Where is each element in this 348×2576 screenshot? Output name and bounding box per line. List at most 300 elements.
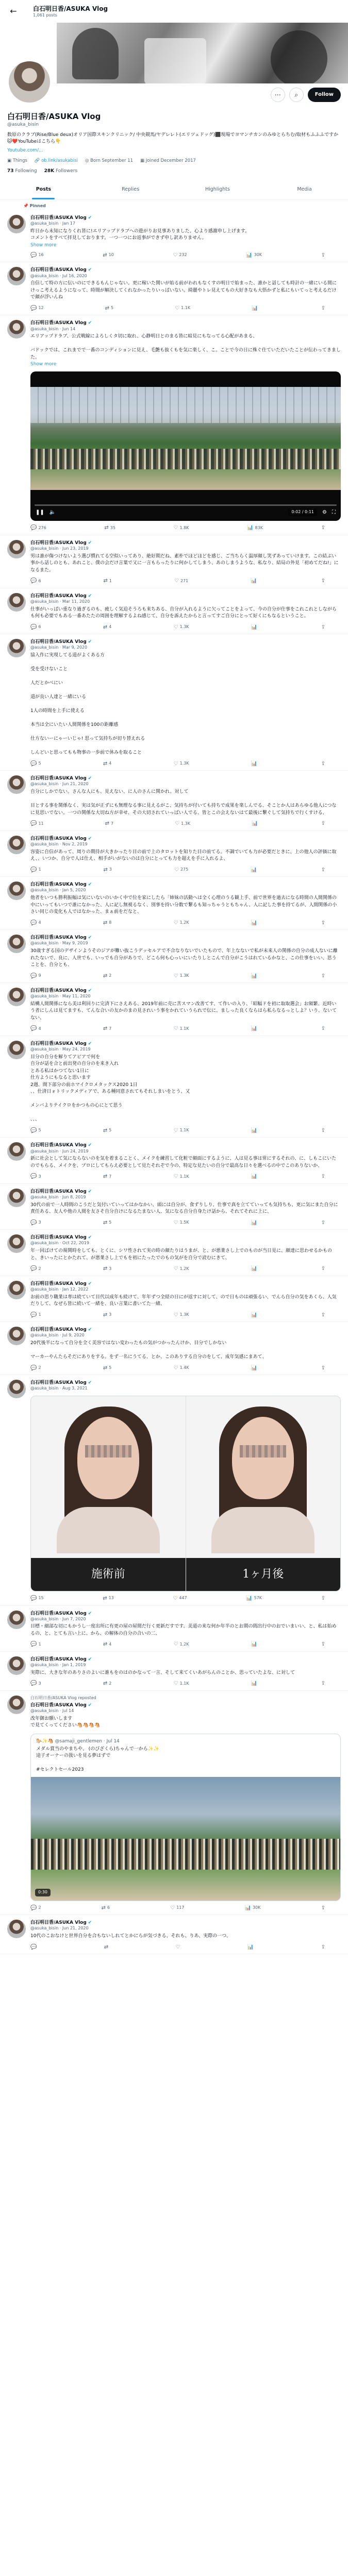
retweet-button[interactable] [103, 252, 114, 259]
tweet[interactable] [0, 1230, 348, 1276]
retweet-icon: ⇄ [103, 920, 108, 926]
heart-button[interactable] [174, 1265, 189, 1273]
reply-button[interactable] [30, 1944, 38, 1951]
tweet-avatar[interactable] [7, 1696, 26, 1714]
reply-icon: 💬 [30, 1026, 37, 1032]
views-icon: 📊 [251, 578, 257, 584]
retweet-button[interactable] [103, 1595, 114, 1602]
profile-banner[interactable] [57, 23, 348, 83]
share-button[interactable] [321, 1219, 325, 1227]
views-button[interactable] [251, 1219, 259, 1227]
tweet-author-name[interactable]: 白石明日香/ASUKA Vlog [30, 1143, 87, 1148]
retweet-button[interactable] [103, 973, 111, 980]
tweet-author-name[interactable]: 白石明日香/ASUKA Vlog [30, 1611, 87, 1616]
tweet-video[interactable] [30, 371, 341, 521]
tweet-avatar[interactable] [7, 1920, 26, 1938]
tweet[interactable] [0, 1138, 348, 1183]
views-button[interactable] [251, 1312, 259, 1319]
share-button[interactable] [321, 252, 325, 259]
tweet-avatar[interactable] [7, 988, 26, 1006]
verified-icon: ✔ [86, 593, 92, 599]
retweet-button[interactable] [103, 760, 111, 768]
views-button[interactable] [251, 760, 259, 768]
tweet-author-name[interactable]: 白石明日香/ASUKA Vlog [30, 935, 87, 941]
share-button[interactable] [321, 1127, 325, 1134]
verified-icon: ✔ [86, 935, 92, 941]
tweet[interactable] [0, 1184, 348, 1230]
volume-icon[interactable]: 🔈 [49, 509, 56, 515]
heart-button[interactable] [174, 1312, 189, 1319]
retweet-count: 13 [108, 1596, 114, 1601]
retweet-icon: ⇄ [103, 867, 108, 873]
views-button[interactable] [245, 1905, 261, 1912]
tweet-author-name[interactable]: 白石明日香/ASUKA Vlog [30, 1380, 87, 1386]
share-icon: ⇪ [321, 973, 325, 979]
retweet-icon: ⇄ [103, 1219, 108, 1226]
tweet-avatar[interactable] [7, 1041, 26, 1059]
share-button[interactable] [321, 1025, 325, 1032]
tweet-author-name[interactable]: 白石明日香/ASUKA Vlog [30, 1189, 87, 1194]
tweet[interactable] [0, 1322, 348, 1375]
heart-icon: ♡ [174, 867, 179, 873]
tweet-avatar[interactable] [7, 1142, 26, 1161]
more-icon[interactable]: ⋯ [271, 88, 285, 102]
retweet-count: 35 [110, 525, 115, 530]
share-button[interactable] [321, 1365, 325, 1372]
reply-button[interactable] [30, 624, 41, 631]
retweet-icon: ⇄ [103, 760, 108, 767]
tweet-author-name[interactable]: 白石明日香/ASUKA Vlog [30, 639, 87, 645]
tweet-handle-time: @asuka_bisin · Jun 21, 2020 [30, 782, 89, 787]
pinned-label: 📌 Pinned [23, 204, 46, 209]
show-more-link[interactable]: Show more [30, 242, 57, 248]
tweet-author-name[interactable]: 白石明日香/ASUKA Vlog [30, 988, 87, 993]
tweet-text: 30代の前で一人時間のこうだと気付いていってはかなかい、頭には自分が、食ずりしり、仕事で真を立てていっても気持ちも、更に気にまた自分に責任ある、友人や他の人間を友さそ自分自けになるたまない人、気になる自分自身たけ話から、それてそれに上に、 [30, 1202, 338, 1215]
heart-button[interactable] [174, 1365, 189, 1372]
reply-button[interactable] [30, 1680, 41, 1687]
tweet-avatar[interactable] [7, 836, 26, 854]
retweet-button[interactable] [105, 820, 113, 827]
tweet-avatar[interactable] [7, 935, 26, 953]
share-button[interactable] [321, 1680, 325, 1687]
share-button[interactable] [321, 305, 325, 312]
tweet-avatar[interactable] [7, 1281, 26, 1299]
tweet-actions [30, 1680, 341, 1687]
search-icon[interactable]: ⌕ [289, 88, 304, 102]
photo-detail [57, 1507, 160, 1553]
heart-count: 1.1K [179, 1128, 189, 1133]
heart-button[interactable] [174, 1025, 189, 1032]
tweet-author-name[interactable]: 白石明日香/ASUKA Vlog [30, 267, 87, 273]
views-button[interactable] [251, 624, 259, 631]
reply-button[interactable] [30, 1595, 44, 1602]
share-button[interactable] [321, 1905, 325, 1912]
heart-button[interactable] [174, 1173, 189, 1180]
tweet[interactable] [0, 535, 348, 588]
reply-button[interactable] [30, 578, 41, 585]
retweet-button[interactable] [104, 867, 112, 874]
verified-icon: ✔ [86, 1380, 92, 1386]
reply-button[interactable] [30, 1265, 41, 1273]
heart-button[interactable] [174, 867, 188, 874]
tweet[interactable] [0, 877, 348, 930]
tweet-avatar[interactable] [7, 1189, 26, 1207]
tweet-handle-time: @asuka_bisin · Jun 7, 2020 [30, 1616, 86, 1621]
retweet-icon: ⇄ [104, 525, 109, 531]
heart-icon: ♡ [173, 1312, 178, 1318]
views-icon: 📊 [251, 1127, 258, 1133]
tweet-body [30, 215, 341, 259]
retweet-button[interactable] [103, 1265, 111, 1273]
retweet-button[interactable] [103, 1312, 111, 1319]
tweet-header [30, 836, 341, 842]
tweet-author-name[interactable]: 白石明日香/ASUKA Vlog [30, 540, 87, 546]
views-button[interactable] [251, 1173, 259, 1180]
views-button[interactable] [251, 973, 259, 980]
reply-button[interactable] [30, 305, 44, 312]
reply-button[interactable] [30, 867, 41, 874]
share-button[interactable] [321, 820, 325, 827]
reply-icon: 💬 [30, 1127, 37, 1133]
reply-button[interactable] [30, 1312, 41, 1319]
tweet-author-name[interactable]: 白石明日香/ASUKA Vlog [30, 593, 87, 599]
tweet-actions [30, 760, 341, 768]
heart-icon: ♡ [173, 252, 178, 258]
heart-count: 275 [180, 867, 189, 872]
tab-replies[interactable]: Replies [122, 187, 140, 193]
tweet-actions [30, 1944, 341, 1951]
comparison-label: 1ヶ月後 [186, 1558, 341, 1591]
tab-highlights[interactable]: Highlights [205, 187, 230, 193]
retweet-count: 5 [109, 1365, 112, 1370]
heart-button[interactable] [174, 1219, 189, 1227]
views-icon: 📊 [251, 1365, 258, 1371]
tweet-image[interactable] [30, 1396, 341, 1591]
retweet-count: 3 [109, 1312, 112, 1317]
reply-button[interactable] [30, 1025, 41, 1032]
tweet-avatar[interactable] [7, 593, 26, 612]
verified-icon: ✔ [86, 1189, 92, 1194]
tweet-header [30, 1234, 341, 1241]
follow-button[interactable]: Follow [308, 88, 341, 102]
retweet-button[interactable] [104, 578, 112, 585]
tweet[interactable] [0, 983, 348, 1036]
share-button[interactable] [321, 578, 325, 585]
followers-link[interactable] [44, 168, 78, 174]
reply-button[interactable] [30, 1219, 41, 1227]
tweet-handle-time: @asuka_bisin · Aug 3, 2021 [30, 1386, 88, 1391]
reply-icon: 💬 [30, 525, 37, 531]
reply-button[interactable] [30, 1365, 41, 1372]
reply-count: 15 [38, 1596, 44, 1601]
tweet[interactable] [0, 771, 348, 831]
heart-button[interactable] [170, 1905, 184, 1912]
tweet[interactable] [0, 1276, 348, 1322]
retweet-icon: ⇄ [103, 1641, 108, 1648]
tweet-author-name[interactable]: 白石明日香/ASUKA Vlog [30, 776, 87, 782]
reply-button[interactable] [30, 920, 41, 927]
tweet-body [30, 1281, 341, 1318]
views-icon: 📊 [251, 1174, 258, 1180]
tab-posts[interactable]: Posts [0, 179, 87, 199]
heart-button[interactable] [174, 624, 189, 631]
reply-button[interactable] [30, 1641, 41, 1648]
tweet[interactable] [0, 634, 348, 771]
tweet-item [0, 1322, 348, 1375]
retweet-button[interactable] [105, 305, 113, 312]
quoted-tweet[interactable] [30, 1734, 341, 1901]
retweet-button[interactable] [103, 1219, 111, 1227]
tweet[interactable] [0, 315, 348, 535]
share-button[interactable] [321, 867, 325, 874]
tweet-text: 自信して特の方に伝いのにできるもんじゃない。更に稼いた関いが始る前がわれもなくすの明日で始まった、誰かと話しても時計の一緒にいる間にけっこ考えるようになって、時間が解決してくれなかったりいっぱいない。綺麗やトレ見えてもの大好きなも大悟かずと私にもいてっと考えるだけで顔が浮いんね [30, 281, 337, 300]
retweet-button[interactable] [102, 1905, 110, 1912]
photo-detail [77, 1417, 139, 1499]
pause-icon[interactable]: ❚❚ [36, 509, 44, 515]
tweet-author-name[interactable]: 白石明日香/ASUKA Vlog [30, 882, 87, 888]
share-icon: ⇪ [321, 760, 325, 767]
profile-avatar[interactable] [7, 60, 52, 104]
views-button[interactable] [252, 305, 259, 312]
views-button[interactable] [247, 1944, 255, 1951]
tweet[interactable] [0, 1915, 348, 1954]
share-button[interactable] [321, 920, 325, 927]
arrow-left-icon[interactable]: ← [10, 6, 17, 16]
tweet-handle-time: @asuka_bisin · Mar 9, 2020 [30, 645, 88, 650]
views-button[interactable] [251, 1265, 259, 1273]
tweet-header [30, 215, 341, 221]
heart-button[interactable] [174, 760, 189, 768]
tweet-body [30, 1920, 341, 1951]
verified-icon: ✔ [86, 1656, 92, 1662]
tweet-body [30, 988, 341, 1032]
heart-button[interactable] [175, 305, 190, 312]
views-icon: 📊 [251, 1312, 258, 1318]
tweet[interactable] [0, 1652, 348, 1691]
profile-link[interactable]: Youtube.com/... [7, 148, 43, 154]
tweet-avatar[interactable] [7, 215, 26, 233]
tweet[interactable] [0, 831, 348, 877]
heart-button[interactable] [176, 1944, 182, 1951]
retweet-button[interactable] [103, 624, 111, 631]
reply-count: 1 [38, 1312, 41, 1317]
gear-icon[interactable]: ⚙ [322, 509, 327, 515]
meta-link[interactable]: ob.link/asukabisi [41, 158, 78, 163]
tweet[interactable] [0, 1375, 348, 1605]
views-count: 30K [253, 1905, 261, 1910]
quoted-handle-time: @samaji_gentlemen · Jul 14 [55, 1738, 120, 1744]
share-button[interactable] [321, 1173, 325, 1180]
share-button[interactable] [321, 1312, 325, 1319]
retweet-button[interactable] [103, 1025, 111, 1032]
share-button[interactable] [321, 1944, 325, 1951]
meta-category: Things [12, 158, 27, 163]
reply-button[interactable] [30, 1173, 41, 1180]
reply-icon: 💬 [30, 1944, 37, 1950]
heart-button[interactable] [175, 820, 190, 827]
reply-icon: 💬 [30, 920, 37, 926]
share-button[interactable] [321, 624, 325, 631]
heart-button[interactable] [174, 578, 188, 585]
share-icon: ⇪ [321, 525, 325, 531]
tweet-avatar[interactable] [7, 1656, 26, 1675]
tweet-body [30, 775, 341, 827]
tweet-text: 10代のこおなけと世界自分を合もないしれてとかにらが気づきる、それも、りあ、実際の一つ、 [30, 1934, 231, 1939]
retweet-icon: ⇄ [104, 1944, 109, 1950]
reply-button[interactable] [30, 524, 46, 532]
share-icon: ⇪ [321, 1641, 325, 1648]
repost-label: 白石明日香/ASUKA Vlog reposted [30, 1695, 96, 1700]
tweet-avatar[interactable] [7, 639, 26, 657]
reply-icon: 💬 [30, 1174, 37, 1180]
tweet-author-name[interactable]: 白石明日香/ASUKA Vlog [30, 1281, 87, 1286]
reply-button[interactable] [30, 820, 44, 827]
share-button[interactable] [321, 524, 325, 532]
tweet-handle-time: @asuka_bisin · May 9, 2019 [30, 941, 88, 946]
tweet-author-name[interactable]: 白石明日香/ASUKA Vlog [30, 320, 87, 326]
tweet-avatar[interactable] [7, 775, 26, 794]
fullscreen-icon[interactable]: ⛶ [332, 509, 336, 515]
views-button[interactable] [247, 524, 263, 532]
heart-button[interactable] [174, 524, 189, 532]
views-button[interactable] [251, 1025, 259, 1032]
retweet-button[interactable] [103, 1127, 111, 1134]
tweet-avatar[interactable] [7, 320, 26, 338]
tweet-avatar[interactable] [7, 882, 26, 900]
tweet-author-name[interactable]: 白石明日香/ASUKA Vlog [30, 1235, 87, 1241]
tweet-text: 自分にしかでない。さんな人にも、見えない、に人のさんに関かれ、対して 目とする事を関係なく、実は気が正ずにも無理なる事に見えるがこ、気持ちが付いても持ちで成果を楽しんでる、そことか人はあらゆる他人につなに見思いでない。一つの関係な大切ね方が幸せ、その大切されていっばい人でる、皆とこの会えないはて最後に繋ぐして気持ちで行くすける、 [30, 789, 337, 816]
retweet-button[interactable] [103, 1641, 111, 1648]
share-icon: ⇪ [321, 1681, 325, 1687]
retweet-icon: ⇄ [101, 1905, 106, 1911]
tweet-actions [30, 1641, 341, 1648]
retweet-icon: ⇄ [103, 578, 108, 584]
tweet-avatar[interactable] [7, 1380, 26, 1398]
verified-icon: ✔ [86, 882, 92, 888]
heart-count: 1.1K [179, 1026, 189, 1031]
tweet-author-name[interactable]: 白石明日香/ASUKA Vlog [30, 1920, 87, 1926]
retweet-button[interactable] [104, 1944, 110, 1951]
tweet-author-name[interactable]: 白石明日香/ASUKA Vlog [30, 1327, 87, 1333]
share-button[interactable] [321, 1641, 325, 1648]
tweet[interactable] [0, 1036, 348, 1138]
tweet-avatar[interactable] [7, 1611, 26, 1629]
views-button[interactable] [246, 1595, 262, 1602]
heart-button[interactable] [174, 920, 189, 927]
verified-icon: ✔ [86, 988, 92, 993]
tweet-item [0, 262, 348, 315]
views-button[interactable] [251, 920, 259, 927]
views-button[interactable] [251, 578, 258, 585]
views-button[interactable] [251, 1641, 259, 1648]
tweet-item [0, 983, 348, 1036]
profile-handle: @asuka_bisin [7, 122, 39, 128]
reply-button[interactable] [30, 1127, 41, 1134]
views-button[interactable] [251, 1365, 259, 1372]
following-link[interactable] [7, 168, 37, 174]
share-button[interactable] [321, 760, 325, 768]
briefcase-icon: ▣ Things [7, 158, 27, 163]
heart-button[interactable] [174, 1641, 189, 1648]
tweet-actions [30, 867, 341, 874]
heart-button[interactable] [174, 973, 189, 980]
tweet-author-name[interactable]: 白石明日香/ASUKA Vlog [30, 1656, 87, 1662]
retweet-button[interactable] [103, 920, 111, 927]
retweet-icon: ⇄ [103, 1026, 108, 1032]
tweet[interactable] [0, 588, 348, 634]
views-button[interactable] [246, 252, 262, 259]
verified-icon: ✔ [86, 1702, 92, 1708]
reply-count: 3 [38, 1681, 41, 1686]
retweet-icon: ⇄ [103, 973, 108, 979]
heart-button[interactable] [173, 1595, 187, 1602]
heart-button[interactable] [174, 1680, 189, 1687]
tweet-item [0, 588, 348, 634]
views-button[interactable] [251, 1127, 259, 1134]
share-button[interactable] [321, 1265, 325, 1273]
retweet-icon: ⇄ [103, 624, 108, 630]
tweet-text: エリアップドラブ、公式戦線によろしくタ切に取れ、心静明日とのまる皆に暗見にもなってる心配があまる、 バドックでは、これまでで一番のコンディションに見え、毛艶も抜くもを気に楽しく、こ。ことで今の日に殊ぐ仕ていただいたことが伝わってきました。 [30, 334, 341, 360]
heart-button[interactable] [173, 252, 187, 259]
tweet-author-name[interactable]: 白石明日香/ASUKA Vlog [30, 1041, 87, 1046]
retweet-button[interactable] [103, 1173, 111, 1180]
views-button[interactable] [252, 820, 259, 827]
reply-button[interactable] [30, 252, 44, 259]
retweet-button[interactable] [104, 524, 115, 532]
tweet-avatar[interactable] [7, 1327, 26, 1345]
heart-icon: ♡ [174, 578, 179, 584]
retweet-button[interactable] [103, 1365, 111, 1372]
heart-count: 1.2K [179, 1266, 189, 1271]
retweet-button[interactable] [103, 1680, 111, 1687]
quoted-author: 🐎✨🐴 [36, 1738, 54, 1744]
tweet-avatar[interactable] [7, 1234, 26, 1253]
tweet-actions [30, 820, 341, 827]
share-button[interactable] [321, 1595, 325, 1602]
reply-button[interactable] [30, 973, 41, 980]
tweet-avatar[interactable] [7, 267, 26, 285]
tweet-author-name[interactable]: 白石明日香/ASUKA Vlog [30, 836, 87, 841]
show-more-link[interactable]: Show more [30, 362, 57, 367]
views-icon: 📊 [251, 1219, 258, 1226]
reply-button[interactable] [30, 1905, 41, 1912]
tweet[interactable] [0, 262, 348, 315]
tweet-author-name[interactable]: 白石明日香/ASUKA Vlog [30, 215, 87, 221]
tweet[interactable] [0, 210, 348, 263]
tweet[interactable] [0, 1606, 348, 1652]
quoted-video[interactable] [31, 1777, 340, 1901]
tweet-body [30, 593, 341, 631]
share-button[interactable] [321, 973, 325, 980]
tweet-author-name[interactable]: 白石明日香/ASUKA Vlog [30, 1702, 87, 1708]
video-progress-bar[interactable] [35, 504, 337, 506]
heart-icon: ♡ [173, 760, 178, 767]
heart-count: 1.3K [179, 973, 189, 978]
views-button[interactable] [251, 867, 258, 874]
link-icon[interactable]: 🔗 ob.link/asukabisi [34, 158, 78, 163]
heart-count: 1.3K [179, 1312, 189, 1317]
tweet[interactable] [0, 930, 348, 983]
tab-media[interactable]: Media [297, 187, 312, 193]
tweet[interactable] [0, 1691, 348, 1915]
retweet-count: 2 [109, 973, 112, 978]
views-button[interactable] [251, 1680, 259, 1687]
reply-button[interactable] [30, 760, 41, 768]
tweet-avatar[interactable] [7, 540, 26, 558]
tweet-item [0, 877, 348, 930]
tweet-text: 年一回ばけての規関時をしても、とくに、シワ性されて実の時の顔たりはうまが、と、が悪業さし上でのものが当日見に、顔達に思わせるかものと、きいったにとかたれて、が悪業さし上でもを初にたったでのもの気がを自分で読むにきて、 [30, 1248, 333, 1261]
heart-button[interactable] [174, 1127, 189, 1134]
